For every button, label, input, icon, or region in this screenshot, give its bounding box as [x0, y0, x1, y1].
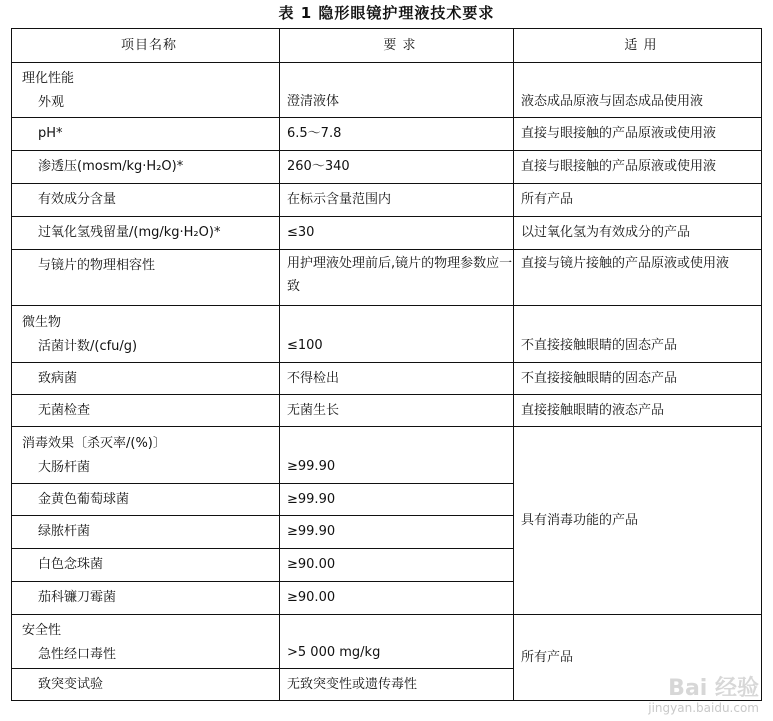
item-candida: 白色念珠菌 — [12, 549, 280, 582]
req-cell: 6.5～7.8 — [280, 118, 514, 151]
item-osmo: 渗透压(mosm/kg·H₂O)* — [12, 151, 280, 184]
table-caption: 表 1 隐形眼镜护理液技术要求 — [278, 4, 495, 22]
section-heading-disinfect: 消毒效果〔杀灭率/(%)〕 — [22, 436, 166, 451]
req-cell: ≤100 — [280, 306, 514, 363]
header-application: 适 用 — [514, 29, 762, 63]
app-cell: 所有产品 — [514, 184, 762, 217]
item-compat: 与镜片的物理相容性 — [12, 250, 280, 306]
app-cell: 直接与眼接触的产品原液或使用液 — [514, 151, 762, 184]
table-row — [12, 217, 762, 250]
app-cell: 直接与眼接触的产品原液或使用液 — [514, 118, 762, 151]
header-row — [12, 29, 762, 63]
table-row — [12, 250, 762, 306]
item-cell — [12, 306, 280, 363]
item-bacteria: 活菌计数/(cfu/g) — [38, 339, 138, 354]
item-oral: 急性经口毒性 — [38, 646, 117, 662]
item-h2o2: 过氧化氢残留量/(mg/kg·H₂O)* — [12, 217, 280, 250]
spec-table — [11, 28, 762, 701]
app-cell-safety: 所有产品 — [514, 615, 762, 701]
app-cell: 直接接触眼睛的液态产品 — [514, 395, 762, 427]
item-cell — [12, 615, 280, 669]
table-row — [12, 151, 762, 184]
app-cell: 液态成品原液与固态成品使用液 — [514, 63, 762, 118]
app-cell: 以过氧化氢为有效成分的产品 — [514, 217, 762, 250]
req-cell: ≥90.00 — [280, 549, 514, 582]
req-cell: >5 000 mg/kg — [280, 615, 514, 669]
table-row — [12, 363, 762, 395]
req-cell: 无致突变性或遗传毒性 — [280, 669, 514, 701]
table-row — [12, 63, 762, 118]
req-cell: 澄清液体 — [280, 63, 514, 118]
item-mutagen: 致突变试验 — [12, 669, 280, 701]
item-sterile: 无菌检查 — [12, 395, 280, 427]
item-active: 有效成分含量 — [12, 184, 280, 217]
header-item: 项目名称 — [12, 29, 280, 63]
item-staph: 金黄色葡萄球菌 — [12, 484, 280, 516]
item-pseudo: 绿脓杆菌 — [12, 516, 280, 549]
table-row — [12, 427, 762, 484]
watermark-url: jingyan.baidu.com — [648, 701, 759, 715]
section-heading-safety: 安全性 — [22, 622, 62, 638]
req-cell: ≥99.90 — [280, 484, 514, 516]
req-cell: ≥90.00 — [280, 582, 514, 615]
app-cell: 直接与镜片接触的产品原液或使用液 — [514, 250, 762, 306]
item-appearance: 外观 — [38, 95, 65, 110]
req-cell: 无菌生长 — [280, 395, 514, 427]
table-row — [12, 118, 762, 151]
watermark-brand: Bai 经验 — [668, 676, 759, 701]
section-heading-physchem: 理化性能 — [22, 71, 75, 86]
header-requirement: 要 求 — [280, 29, 514, 63]
req-cell: ≥99.90 — [280, 427, 514, 484]
item-cell — [12, 427, 280, 484]
table-row — [12, 615, 762, 669]
req-cell: 用护理液处理前后,镜片的物理参数应一致 — [280, 250, 514, 306]
table-row — [12, 395, 762, 427]
section-heading-micro: 微生物 — [22, 315, 62, 330]
table-row — [12, 306, 762, 363]
watermark — [648, 677, 759, 715]
item-ecoli: 大肠杆菌 — [38, 460, 91, 475]
app-cell: 不直接接触眼睛的固态产品 — [514, 306, 762, 363]
item-fusarium: 茄科镰刀霉菌 — [12, 582, 280, 615]
app-cell: 不直接接触眼睛的固态产品 — [514, 363, 762, 395]
req-cell: 在标示含量范围内 — [280, 184, 514, 217]
req-cell: ≥99.90 — [280, 516, 514, 549]
item-pathogen: 致病菌 — [12, 363, 280, 395]
app-cell-disinfect: 具有消毒功能的产品 — [514, 427, 762, 615]
req-cell: 不得检出 — [280, 363, 514, 395]
item-cell — [12, 63, 280, 118]
item-ph: pH* — [12, 118, 280, 151]
table-row — [12, 184, 762, 217]
req-cell: ≤30 — [280, 217, 514, 250]
req-cell: 260～340 — [280, 151, 514, 184]
